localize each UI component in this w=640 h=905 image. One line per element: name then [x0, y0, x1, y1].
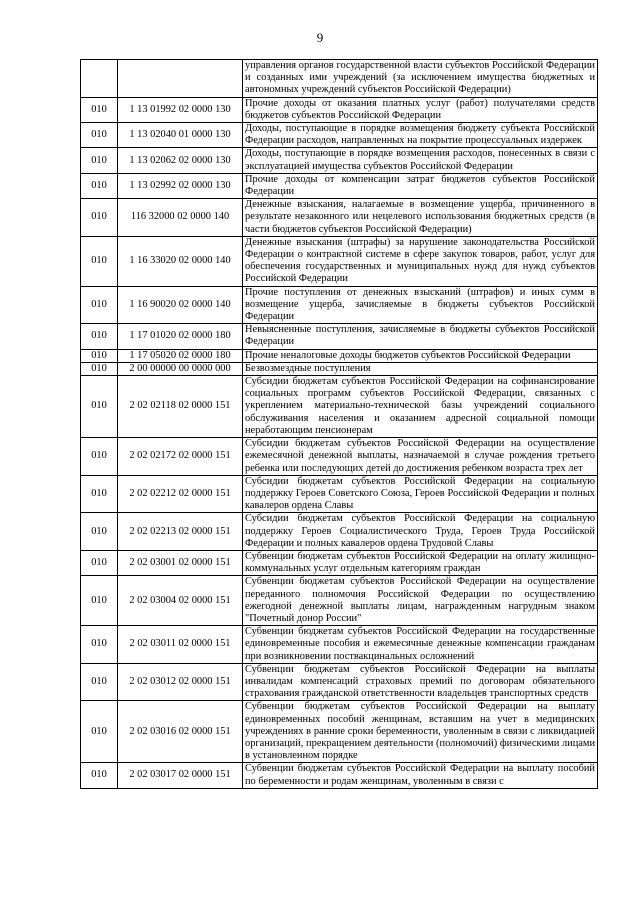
admin-code-cell: 010: [81, 626, 118, 664]
admin-code-cell: 010: [81, 550, 118, 575]
revenue-name-cell: Доходы, поступающие в порядке возмещения расходов, понесенных в связи с эксплуатацией имущества субъектов Российской Федерации: [243, 148, 598, 173]
admin-code-cell: 010: [81, 362, 118, 375]
table-row: [81, 324, 598, 349]
revenue-name-cell: Субвенции бюджетам субъектов Российской Федерации на выплату пособий по беременности и родам женщинам, уволенным в связи с: [243, 763, 598, 788]
budget-revenue-table: [80, 59, 598, 789]
table-row: [81, 173, 598, 198]
revenue-code-cell: 1 16 33020 02 0000 140: [118, 236, 243, 286]
admin-code-cell: 010: [81, 286, 118, 324]
revenue-name-cell: Субвенции бюджетам субъектов Российской Федерации на оплату жилищно-коммунальных услуг отдельным категориям граждан: [243, 550, 598, 575]
admin-code-cell: 010: [81, 97, 118, 122]
table-row: [81, 550, 598, 575]
revenue-code-cell: 2 02 03004 02 0000 151: [118, 576, 243, 626]
revenue-code-cell: 2 02 03001 02 0000 151: [118, 550, 243, 575]
revenue-code-cell: 116 32000 02 0000 140: [118, 199, 243, 237]
admin-code-cell: 010: [81, 576, 118, 626]
revenue-name-cell: Прочие поступления от денежных взысканий (штрафов) и иных сумм в возмещение ущерба, зачисляемые в бюджеты субъектов Российской Федерации: [243, 286, 598, 324]
admin-code-cell: 010: [81, 376, 118, 438]
revenue-name-cell: Прочие доходы от компенсации затрат бюджетов субъектов Российской Федерации: [243, 173, 598, 198]
revenue-name-cell: Субсидии бюджетам субъектов Российской Федерации на социальную поддержку Героев Советского Союза, Героев Российской Федерации и полных кавалеров ордена Славы: [243, 475, 598, 513]
table-row: [81, 236, 598, 286]
table-row: [81, 513, 598, 551]
revenue-code-cell: 2 02 02213 02 0000 151: [118, 513, 243, 551]
admin-code-cell: 010: [81, 701, 118, 763]
revenue-code-cell: 2 02 03011 02 0000 151: [118, 626, 243, 664]
revenue-name-cell: Невыясненные поступления, зачисляемые в бюджеты субъектов Российской Федерации: [243, 324, 598, 349]
table-row: [81, 349, 598, 362]
page-number: 9: [316, 30, 324, 45]
table-row: [81, 701, 598, 763]
revenue-code-cell: 1 17 05020 02 0000 180: [118, 349, 243, 362]
revenue-code-cell: 2 02 03017 02 0000 151: [118, 763, 243, 788]
table-row: [81, 663, 598, 701]
table-row: [81, 438, 598, 476]
admin-code-cell: 010: [81, 475, 118, 513]
admin-code-cell: 010: [81, 438, 118, 476]
revenue-name-cell: Доходы, поступающие в порядке возмещения бюджету субъекта Российской Федерации расходов, направленных на покрытие процессуальных издержек: [243, 123, 598, 148]
admin-code-cell: [81, 60, 118, 98]
revenue-code-cell: 1 13 01992 02 0000 130: [118, 97, 243, 122]
revenue-name-cell: Денежные взыскания (штрафы) за нарушение законодательства Российской Федерации о контрактной системе в сфере закупок товаров, работ, услуг для обеспечения государственных и муниципальных нужд для нужд субъектов Российской Федерации: [243, 236, 598, 286]
table-row: [81, 199, 598, 237]
admin-code-cell: 010: [81, 513, 118, 551]
revenue-name-cell: Прочие доходы от оказания платных услуг (работ) получателями средств бюджетов субъектов Российской Федерации: [243, 97, 598, 122]
revenue-name-cell: Субвенции бюджетам субъектов Российской Федерации на осуществление переданного полномочия Российской Федерации по осуществлению ежегодной денежной выплаты лицам, награжденным нагрудным знаком "Почетный донор России": [243, 576, 598, 626]
revenue-code-cell: 1 13 02992 02 0000 130: [118, 173, 243, 198]
revenue-name-cell: Прочие неналоговые доходы бюджетов субъектов Российской Федерации: [243, 349, 598, 362]
table-row: [81, 626, 598, 664]
revenue-name-cell: Субсидии бюджетам субъектов Российской Федерации на софинансирование социальных программ субъектов Российской Федерации, связанных с укреплением материально-технической базы учреждений социального обслуживания населения и оказанием адресной социальной помощи неработающим пенсионерам: [243, 376, 598, 438]
table-row: [81, 763, 598, 788]
revenue-name-cell: Субвенции бюджетам субъектов Российской Федерации на выплаты инвалидам компенсаций страховых премий по договорам обязательного страхования гражданской ответственности владельцев транспортных средств: [243, 663, 598, 701]
revenue-code-cell: 2 02 03016 02 0000 151: [118, 701, 243, 763]
admin-code-cell: 010: [81, 199, 118, 237]
revenue-code-cell: [118, 60, 243, 98]
table-row: [81, 123, 598, 148]
admin-code-cell: 010: [81, 148, 118, 173]
admin-code-cell: 010: [81, 349, 118, 362]
admin-code-cell: 010: [81, 663, 118, 701]
table-row: [81, 148, 598, 173]
table-row: [81, 362, 598, 375]
admin-code-cell: 010: [81, 123, 118, 148]
table-body: [81, 60, 598, 789]
revenue-code-cell: 2 00 00000 00 0000 000: [118, 362, 243, 375]
revenue-name-cell: Субсидии бюджетам субъектов Российской Федерации на осуществление ежемесячной денежной выплаты, назначаемой в случае рождения третьего ребенка или последующих детей до достижения ребенком возраста трех лет: [243, 438, 598, 476]
table-row: [81, 475, 598, 513]
revenue-name-cell: Денежные взыскания, налагаемые в возмещение ущерба, причиненного в результате незаконного или нецелевого использования бюджетных средств (в части бюджетов субъектов Российской Федерации): [243, 199, 598, 237]
revenue-name-cell: Безвозмездные поступления: [243, 362, 598, 375]
revenue-code-cell: 2 02 02118 02 0000 151: [118, 376, 243, 438]
revenue-code-cell: 1 13 02040 01 0000 130: [118, 123, 243, 148]
revenue-code-cell: 2 02 02172 02 0000 151: [118, 438, 243, 476]
table-row: [81, 60, 598, 98]
table-row: [81, 286, 598, 324]
revenue-code-cell: 1 17 01020 02 0000 180: [118, 324, 243, 349]
revenue-name-cell: Субвенции бюджетам субъектов Российской Федерации на государственные единовременные пособия и ежемесячные денежные компенсации гражданам при возникновении поствакцинальных осложнений: [243, 626, 598, 664]
revenue-code-cell: 1 16 90020 02 0000 140: [118, 286, 243, 324]
table-row: [81, 576, 598, 626]
revenue-name-cell: управления органов государственной власти субъектов Российской Федерации и созданных ими учреждений (за исключением имущества бюджетных и автономных учреждений субъектов Российской Федерации): [243, 60, 598, 98]
table-row: [81, 376, 598, 438]
admin-code-cell: 010: [81, 763, 118, 788]
revenue-code-cell: 2 02 03012 02 0000 151: [118, 663, 243, 701]
revenue-code-cell: 1 13 02062 02 0000 130: [118, 148, 243, 173]
admin-code-cell: 010: [81, 324, 118, 349]
admin-code-cell: 010: [81, 236, 118, 286]
table-row: [81, 97, 598, 122]
revenue-name-cell: Субвенции бюджетам субъектов Российской Федерации на выплату единовременных пособий женщинам, вставшим на учет в медицинских учреждениях в ранние сроки беременности, уволенным в связи с ликвидацией организаций, прекращением деятельности (полномочий) физическими лицами в установленном порядке: [243, 701, 598, 763]
revenue-code-cell: 2 02 02212 02 0000 151: [118, 475, 243, 513]
revenue-name-cell: Субсидии бюджетам субъектов Российской Федерации на социальную поддержку Героев Социалистического Труда, Героев Труда Российской Федерации и полных кавалеров ордена Трудовой Славы: [243, 513, 598, 551]
admin-code-cell: 010: [81, 173, 118, 198]
